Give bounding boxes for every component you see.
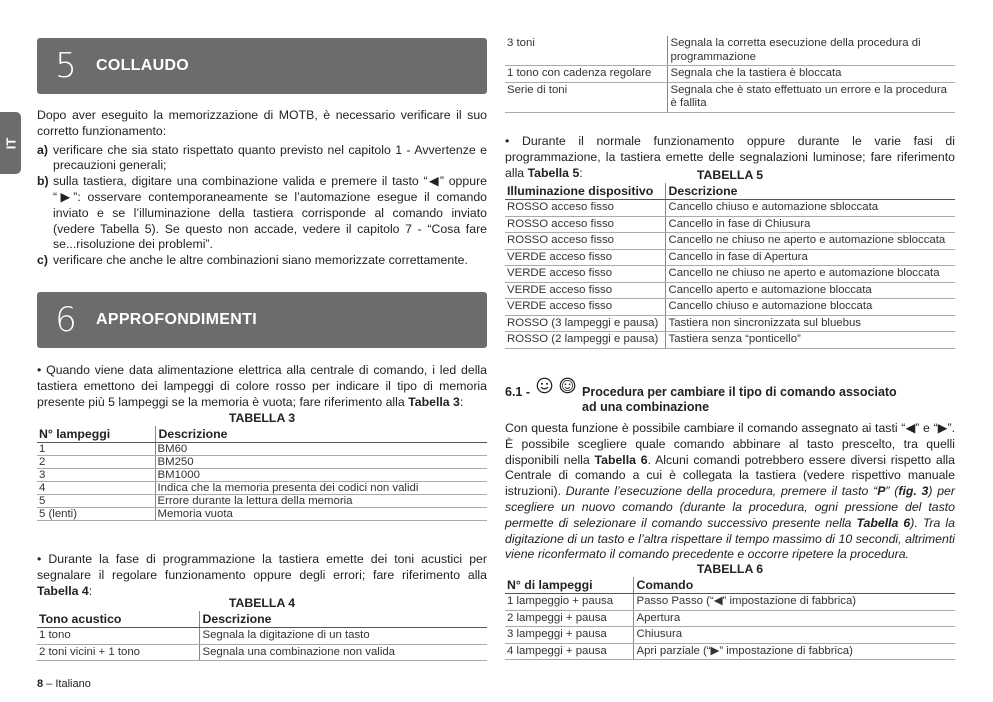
table-row bbox=[505, 299, 955, 316]
para-text: . Alcuni comandi potrebbero essere diversi rispetto alla Centrale di comando a cui è collegata la tastiera (vedere rispettivo manuale istruzioni). bbox=[505, 452, 955, 499]
list-label: a) bbox=[37, 142, 48, 157]
table-row bbox=[505, 66, 955, 83]
tabella-6 bbox=[505, 562, 955, 660]
table-cell: Cancello chiuso e automazione bloccata bbox=[665, 299, 955, 316]
smiley-icon bbox=[536, 377, 553, 394]
table-cell: ROSSO acceso fisso bbox=[505, 233, 665, 250]
section-5-intro: Dopo aver eseguito la memorizzazione di MOTB, è necessario verificare il suo corretto funzionamento: bbox=[37, 108, 487, 138]
tabella-4-part-1 bbox=[37, 596, 487, 661]
table-row bbox=[37, 644, 487, 661]
table-cell: BM60 bbox=[155, 443, 487, 456]
table-ref: Tabella 6 bbox=[594, 452, 648, 467]
table-cell: Cancello ne chiuso ne aperto e automazione bloccata bbox=[665, 266, 955, 283]
table-cell: ROSSO acceso fisso bbox=[505, 216, 665, 233]
table-cell: Chiusura bbox=[633, 627, 955, 644]
table-cell: Segnala la corretta esecuzione della procedura di programmazione bbox=[667, 36, 955, 66]
table-cell: VERDE acceso fisso bbox=[505, 282, 665, 299]
table-row bbox=[37, 628, 487, 645]
table-ref: Tabella 6 bbox=[856, 515, 911, 530]
section-6-1-number: 6.1 - bbox=[505, 385, 531, 399]
footer-separator: – bbox=[43, 678, 56, 690]
table-cell: 3 bbox=[37, 469, 155, 482]
para-text: ). Tra la digitazione di un tasto e l’altra rispettare il tempo massimo di 10 secondi, altrimenti viene riconfermato il comando precedente e occorre ripetere la procedura. bbox=[505, 515, 955, 562]
table-cell: Cancello chiuso e automazione sbloccata bbox=[665, 200, 955, 217]
table-cell: BM1000 bbox=[155, 469, 487, 482]
table-row bbox=[37, 508, 487, 521]
table-cell: Tastiera senza “ponticello” bbox=[665, 332, 955, 349]
para-text: • Durante la fase di programmazione la tastiera emette dei toni acustici per segnalare il regolare funzionamento oppure degli errori; fare riferimento alla bbox=[37, 552, 487, 582]
table-row bbox=[505, 282, 955, 299]
list-item bbox=[37, 143, 487, 175]
table-cell: Segnala che la tastiera è bloccata bbox=[667, 66, 955, 83]
table-row bbox=[505, 233, 955, 250]
page-footer bbox=[37, 678, 91, 690]
table-header: Tono acustico bbox=[37, 611, 199, 628]
table-cell: Segnala che è stato effettuato un errore e la procedura è fallita bbox=[667, 82, 955, 112]
table-cell: 5 bbox=[37, 495, 155, 508]
list-label: c) bbox=[37, 253, 48, 268]
section-5-title: COLLAUDO bbox=[96, 57, 190, 74]
table-row bbox=[37, 469, 487, 482]
table-row bbox=[505, 82, 955, 112]
section-6-1-title-line-1: Procedura per cambiare il tipo di comando associato bbox=[582, 385, 897, 399]
table-cell: Cancello aperto e automazione bloccata bbox=[665, 282, 955, 299]
table-row bbox=[37, 456, 487, 469]
list-text: sulla tastiera, digitare una combinazione valida e premere il tasto “◀” oppure “▶”: osservare contemporaneamente se l’automazione esegue il comando inviato e se l’illuminazione della tastiera corrisponde al comando inviato (vedere Tabella 5). Se questo non accade, vedere il capitolo 7 - “Cosa fare se...risoluzione dei problemi”. bbox=[53, 174, 487, 252]
table-row bbox=[505, 332, 955, 349]
list-text: verificare che sia stato rispettato quanto previsto nel capitolo 1 - Avvertenze e precauzioni generali; bbox=[53, 142, 487, 173]
table-row bbox=[505, 249, 955, 266]
language-tab-label: IT bbox=[3, 137, 18, 149]
section-6-1-body bbox=[505, 421, 955, 563]
table-caption: TABELLA 3 bbox=[228, 411, 296, 425]
table-ref: Tabella 5 bbox=[527, 165, 580, 180]
table-cell: 5 (lenti) bbox=[37, 508, 155, 521]
para-text: • Quando viene data alimentazione elettrica alla centrale di comando, i led della tastiera emettono dei lampeggi di colore rosso per indicare il tipo di memoria presente più 5 lampeggi se la memoria è vuota; fare riferimento alla bbox=[37, 363, 487, 409]
table-cell: Indica che la memoria presenta dei codici non validi bbox=[155, 482, 487, 495]
para-text: : bbox=[459, 394, 464, 409]
para-text: Durante l’esecuzione della procedura, premere il tasto “ bbox=[565, 484, 878, 499]
table-cell: 1 tono bbox=[37, 628, 199, 645]
language-tab bbox=[0, 112, 21, 174]
figure-ref: fig. 3 bbox=[898, 484, 929, 499]
section-6-para-1 bbox=[37, 363, 487, 410]
section-6-1-title-line-2: ad una combinazione bbox=[582, 400, 710, 414]
table-header: Descrizione bbox=[665, 183, 955, 200]
table-cell: 4 bbox=[37, 482, 155, 495]
section-5-banner bbox=[37, 38, 487, 94]
table-cell: Errore durante la lettura della memoria bbox=[155, 495, 487, 508]
section-5-number: 5 bbox=[55, 46, 77, 86]
footer-language: Italiano bbox=[55, 678, 91, 690]
table-header: N° lampeggi bbox=[37, 426, 155, 443]
list-item bbox=[37, 253, 487, 269]
tabella-5 bbox=[505, 165, 955, 349]
list-text: verificare che anche le altre combinazioni siano memorizzate correttamente. bbox=[53, 253, 468, 268]
page-number: 8 bbox=[37, 678, 44, 690]
table-cell: VERDE acceso fisso bbox=[505, 249, 665, 266]
table-header: Descrizione bbox=[199, 611, 487, 628]
table-row bbox=[505, 315, 955, 332]
table-caption: TABELLA 5 bbox=[696, 168, 764, 182]
table-cell: Apri parziale (“▶” impostazione di fabbrica) bbox=[633, 643, 955, 660]
table-row bbox=[505, 216, 955, 233]
table-cell: 3 lampeggi + pausa bbox=[505, 627, 633, 644]
table-cell: 4 lampeggi + pausa bbox=[505, 643, 633, 660]
table-cell: 1 lampeggio + pausa bbox=[505, 594, 633, 611]
list-item bbox=[37, 174, 487, 253]
para-text: ) per scegliere un nuovo comando (durante la procedura, ogni pressione del tasto permette di selezionare il comando successivo presente nella bbox=[505, 484, 955, 530]
table-cell: ROSSO acceso fisso bbox=[505, 200, 665, 217]
table-row bbox=[505, 36, 955, 66]
table-cell: Apertura bbox=[633, 610, 955, 627]
tabella-3 bbox=[37, 411, 487, 521]
table-ref: Tabella 3 bbox=[408, 394, 460, 409]
table-cell: Cancello ne chiuso ne aperto e automazione sbloccata bbox=[665, 233, 955, 250]
para-text: • Durante il normale funzionamento oppure durante le varie fasi di programmazione, la tastiera emette delle segnalazioni luminose; fare riferimento alla bbox=[505, 134, 955, 180]
table-row bbox=[505, 627, 955, 644]
table-row bbox=[37, 495, 487, 508]
table-cell: 1 tono con cadenza regolare bbox=[505, 66, 667, 83]
para-text: ” ( bbox=[885, 484, 899, 499]
table-cell: Tastiera non sincronizzata sul bluebus bbox=[665, 315, 955, 332]
table-header: Descrizione bbox=[155, 426, 487, 443]
table-row bbox=[505, 594, 955, 611]
table-cell: 2 bbox=[37, 456, 155, 469]
key-ref: P bbox=[877, 484, 886, 499]
table-row bbox=[505, 266, 955, 283]
table-header: Illuminazione dispositivo bbox=[505, 183, 665, 200]
table-row bbox=[37, 443, 487, 456]
smiley-icon bbox=[559, 377, 576, 394]
table-cell: VERDE acceso fisso bbox=[505, 266, 665, 283]
table-caption: TABELLA 4 bbox=[228, 596, 296, 610]
table-cell: Segnala la digitazione di un tasto bbox=[199, 628, 487, 645]
table-header: N° di lampeggi bbox=[505, 577, 633, 594]
list-label: b) bbox=[37, 174, 49, 189]
table-row bbox=[505, 200, 955, 217]
para-text: : bbox=[88, 583, 93, 598]
table-cell: ROSSO (3 lampeggi e pausa) bbox=[505, 315, 665, 332]
table-cell: Memoria vuota bbox=[155, 508, 487, 521]
section-6-banner bbox=[37, 292, 487, 348]
table-row bbox=[505, 610, 955, 627]
table-cell: 2 toni vicini + 1 tono bbox=[37, 644, 199, 661]
table-header: Comando bbox=[633, 577, 955, 594]
table-cell: Cancello in fase di Apertura bbox=[665, 249, 955, 266]
table-cell: 1 bbox=[37, 443, 155, 456]
table-cell: ROSSO (2 lampeggi e pausa) bbox=[505, 332, 665, 349]
table-row bbox=[505, 643, 955, 660]
section-6-number: 6 bbox=[55, 300, 77, 340]
table-cell: Serie di toni bbox=[505, 82, 667, 112]
table-cell: Segnala una combinazione non valida bbox=[199, 644, 487, 661]
table-cell: Passo Passo (“◀” impostazione di fabbrica) bbox=[633, 594, 955, 611]
para-text: Con questa funzione è possibile cambiare il comando assegnato ai tasti “◀” e “▶”. È possibile scegliere quale comando abbinare al tasto prescelto, tra quelli disponibili nella bbox=[505, 421, 955, 467]
para-text: : bbox=[579, 165, 583, 180]
table-row bbox=[37, 482, 487, 495]
table-ref: Tabella 4 bbox=[37, 583, 89, 598]
tabella-4-part-2 bbox=[505, 36, 955, 113]
table-caption: TABELLA 6 bbox=[696, 562, 764, 576]
table-cell: 3 toni bbox=[505, 36, 667, 66]
section-6-para-2 bbox=[37, 552, 487, 599]
table-cell: 2 lampeggi + pausa bbox=[505, 610, 633, 627]
table-cell: BM250 bbox=[155, 456, 487, 469]
table-cell: Cancello in fase di Chiusura bbox=[665, 216, 955, 233]
section-5-body bbox=[37, 108, 487, 269]
section-6-1-heading bbox=[505, 377, 955, 415]
section-6-title: APPROFONDIMENTI bbox=[96, 311, 257, 328]
table-cell: VERDE acceso fisso bbox=[505, 299, 665, 316]
